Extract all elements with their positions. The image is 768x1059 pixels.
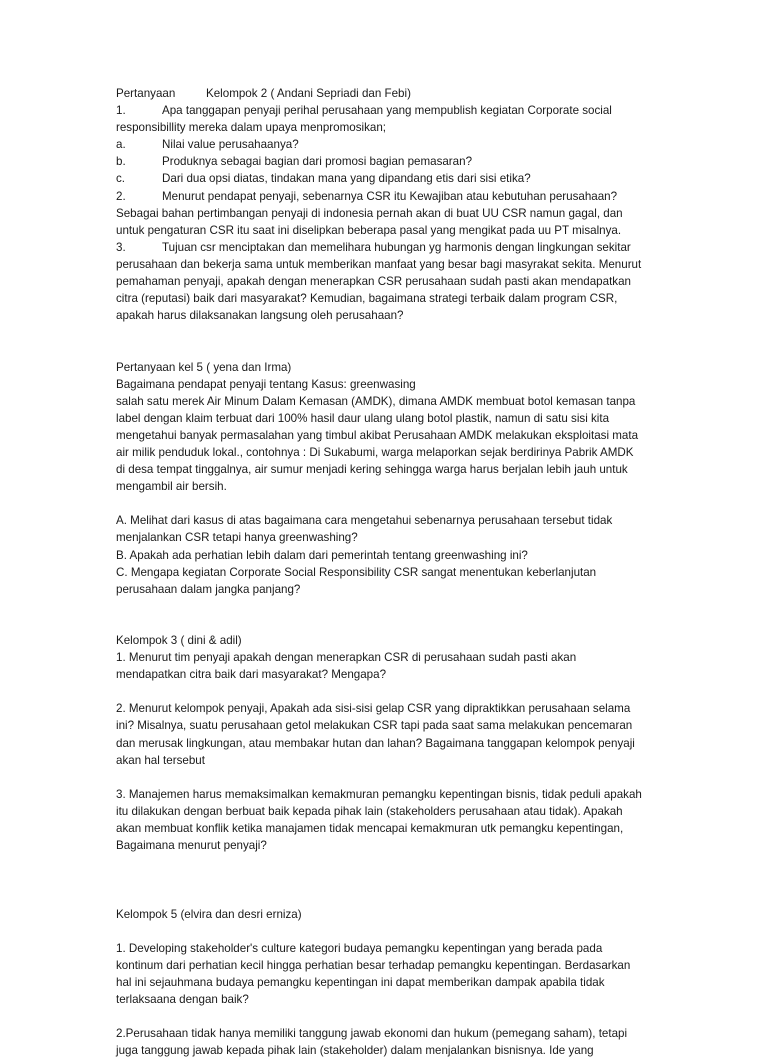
section2-question-c: C. Mengapa kegiatan Corporate Social Responsibility CSR sangat menentukan keberlanjutan	[116, 565, 597, 579]
text-line: pemahaman penyaji, apakah dengan menerapkan CSR perusahaan sudah pasti akan mendapatkan	[116, 275, 631, 289]
spacer	[116, 854, 656, 871]
section3-header: Kelompok 3 ( dini & adil)	[116, 634, 242, 647]
question-number: 3.	[116, 240, 126, 254]
spacer	[116, 324, 656, 341]
section4-header: Kelompok 5 (elvira dan desri erniza)	[116, 907, 302, 921]
section2-question-a: A. Melihat dari kasus di atas bagaimana cara mengetahui sebenarnya perusahaan tersebut tidak	[116, 514, 613, 528]
section2-header: Pertanyaan kel 5 ( yena dan Irma)	[116, 360, 292, 374]
section1-question-3	[116, 239, 656, 256]
text-line: mengambil air bersih.	[116, 480, 227, 494]
spacer	[116, 683, 656, 700]
question-number: 1.	[116, 104, 126, 118]
spacer	[116, 341, 656, 358]
section3-question-3: 3. Manajemen harus memaksimalkan kemakmuran pemangku kepentingan bisnis, tidak peduli apakah	[116, 787, 642, 801]
text-line: kontinum dari perhatian kecil hingga perhatian besar terhadap pemangku kepentingan. Berdasarkan	[116, 958, 631, 972]
option-letter: c.	[116, 172, 126, 186]
section3-question-2: 2. Menurut kelompok penyaji, Apakah ada sisi-sisi gelap CSR yang dipraktikkan perusahaan selama	[116, 702, 631, 716]
text-line: menjalankan CSR tetapi hanya greenwashing?	[116, 531, 358, 545]
text-line: juga tanggung jawab kepada pihak lain (stakeholder) dalam menjalankan bisnisnya. Ide yang	[116, 1044, 594, 1058]
text-line: apakah harus dilaksanakan langsung oleh perusahaan?	[116, 309, 404, 323]
section4-question-1: 1. Developing stakeholder's culture kategori budaya pemangku kepentingan yang berada pada	[116, 941, 603, 955]
option-text: Nilai value perusahaanya?	[162, 138, 299, 152]
question-text: Tujuan csr menciptakan dan memelihara hubungan yg harmonis dengan lingkungan sekitar	[162, 240, 631, 254]
spacer	[116, 1008, 656, 1025]
text-line: untuk pengaturan CSR itu saat ini diselipkan beberapa pasal yang mengikat pada uu PT misalnya.	[116, 223, 622, 237]
section1-header-label: Pertanyaan	[116, 87, 176, 100]
section3-question-1: 1. Menurut tim penyaji apakah dengan menerapkan CSR di perusahaan sudah pasti akan	[116, 651, 577, 665]
text-line: mendapatkan citra baik dari masyarakat? Mengapa?	[116, 668, 387, 682]
spacer	[116, 495, 656, 512]
section1-question-2	[116, 188, 656, 205]
option-letter: b.	[116, 155, 126, 169]
section2-question-b: B. Apakah ada perhatian lebih dalam dari pemerintah tentang greenwashing ini?	[116, 548, 528, 562]
text-line: air milik penduduk lokal., contohnya : Di Sukabumi, warga melaporkan sejak berdirinya Pabrik AMDK	[116, 445, 634, 459]
text-line: ini? Misalnya, suatu perusahaan getol melakukan CSR tapi pada saat sama melakukan pencemaran	[116, 719, 633, 733]
text-line: hal ini sejauhmana budaya pemangku kepentingan ini dapat memberikan dampak apabila tidak	[116, 975, 605, 989]
text-line: itu dilakukan dengan berbuat baik kepada pihak lain (stakeholders perusahaan atau tidak). Apakah	[116, 804, 623, 818]
text-line: salah satu merek Air Minum Dalam Kemasan (AMDK), dimana AMDK membuat botol kemasan tanpa	[116, 394, 636, 408]
text-line: dan merusak lingkungan, atau membakar hutan dan lahan? Bagaimana tanggapan kelompok penyaji	[116, 736, 635, 750]
section1-option-a	[116, 136, 656, 153]
option-text: Produknya sebagai bagian dari promosi bagian pemasaran?	[162, 155, 473, 169]
question-text: Apa tanggapan penyaji perihal perusahaan yang mempublish kegiatan Corporate social	[162, 104, 612, 118]
text-line: di desa tempat tinggalnya, air sumur menjadi kering sehingga warga harus berjalan lebih jauh untuk	[116, 463, 628, 477]
text-line: citra (reputasi) baik dari masyarakat? Kemudian, bagaimana strategi terbaik dalam program CSR,	[116, 292, 618, 306]
spacer	[116, 923, 656, 940]
section1-option-c	[116, 170, 656, 187]
spacer	[116, 888, 656, 905]
spacer	[116, 871, 656, 888]
text-line: akan membuat konflik ketika manajamen tidak mencapai kemakmuran utk pemangku kepentingan,	[116, 822, 624, 836]
option-text: Dari dua opsi diatas, tindakan mana yang dipandang etis dari sisi etika?	[162, 172, 531, 186]
text-line: terlaksaana dengan baik?	[116, 992, 249, 1006]
text-line: Sebagai bahan pertimbangan penyaji di indonesia pernah akan di buat UU CSR namun gagal, dan	[116, 206, 623, 220]
section1-header	[116, 85, 656, 102]
text-line: Bagaimana pendapat penyaji tentang Kasus: greenwasing	[116, 377, 416, 391]
spacer	[116, 615, 656, 632]
section1-question-1	[116, 102, 656, 119]
text-line: akan hal tersebut	[116, 753, 205, 767]
text-line: perusahaan dalam jangka panjang?	[116, 582, 301, 596]
text-line: mengetahui banyak permasalahan yang timbul akibat Perusahaan AMDK melakukan eksploitasi mata	[116, 428, 639, 442]
text-line: label dengan klaim terbuat dari 100% hasil daur ulang ulang botol plastik, namun di satu sisi kita	[116, 411, 610, 425]
text-line: perusahaan dan bekerja sama untuk memberikan manfaat yang besar bagi masyrakat sekita. Menurut	[116, 257, 642, 271]
option-letter: a.	[116, 138, 126, 152]
section1-header-group: Kelompok 2 ( Andani Sepriadi dan Febi)	[206, 87, 411, 100]
question-number: 2.	[116, 189, 126, 203]
text-line: Bagaimana menurut penyaji?	[116, 839, 267, 853]
text-line: responsibillity mereka dalam upaya menpromosikan;	[116, 121, 387, 135]
spacer	[116, 598, 656, 615]
section1-option-b	[116, 153, 656, 170]
section4-question-2: 2.Perusahaan tidak hanya memiliki tanggung jawab ekonomi dan hukum (pemegang saham), tetapi	[116, 1027, 628, 1041]
spacer	[116, 769, 656, 786]
document-page	[116, 85, 656, 1059]
question-text: Menurut pendapat penyaji, sebenarnya CSR itu Kewajiban atau kebutuhan perusahaan?	[162, 189, 618, 203]
